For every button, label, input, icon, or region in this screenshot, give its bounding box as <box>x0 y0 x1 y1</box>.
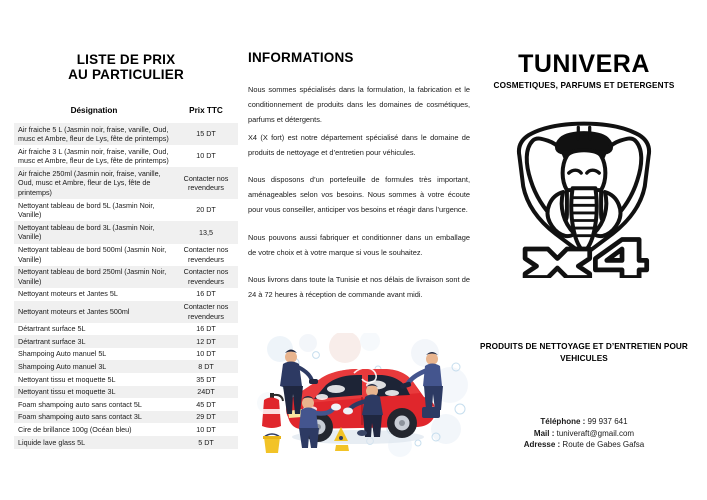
contact-block <box>470 416 698 451</box>
info-paragraph-1: Nous sommes spécialisés dans la formulation, la fabrication et le conditionnement de produits dans les domaines de cosmétiques, parfums et détergents. <box>248 85 470 125</box>
cell-price: 13,5 <box>174 221 238 243</box>
elephant-head-x4-logo <box>508 106 660 278</box>
column-header-price: Prix TTC <box>189 106 223 115</box>
info-paragraph-2: X4 (X fort) est notre département spécialisé dans le domaine de produits de nettoyage et d’entretien pour véhicules. <box>248 132 470 157</box>
cell-price: 10 DT <box>196 424 216 434</box>
cell-price: 29 DT <box>174 411 238 424</box>
cell-price: Contacter nos revendeurs <box>174 167 238 199</box>
table-row <box>14 411 238 424</box>
logo-container <box>470 106 698 278</box>
table-row <box>14 167 238 199</box>
table-row <box>14 199 238 221</box>
cell-designation: Foam shampoing auto sans contact 3L <box>14 411 174 424</box>
table-row <box>14 335 238 348</box>
table-row <box>14 348 238 361</box>
cell-designation: Détartrant surface 3L <box>14 335 174 348</box>
cell-designation: Nettoyant tableau de bord 3L (Jasmin Noir, Vanille) <box>14 221 174 243</box>
cell-price: 16 DT <box>196 289 216 299</box>
contact-mail-value[interactable]: tuniveraft@gmail.com <box>554 428 635 438</box>
contact-phone-label: Téléphone : <box>540 417 586 426</box>
table-row <box>14 244 238 266</box>
cell-price: 35 DT <box>196 374 216 384</box>
cell-designation: Nettoyant tableau de bord 250ml (Jasmin Noir, Vanille) <box>14 266 174 288</box>
car-wash-illustration <box>250 333 472 461</box>
price-list-title-line1: LISTE DE PRIX <box>76 52 176 67</box>
cell-designation: Foam shampoing auto sans contact 5L <box>18 399 142 409</box>
table-row <box>14 373 238 386</box>
contact-mail-label: Mail : <box>533 428 555 438</box>
table-row <box>14 386 238 399</box>
cell-price: 10 DT <box>196 151 216 161</box>
cell-designation: Shampoing Auto manuel 3L <box>14 360 174 373</box>
price-table-header-row <box>14 103 238 123</box>
info-paragraph-4: Nous pouvons aussi fabriquer et conditionner dans un emballage de votre choix et à votre marque si vous le souhaitez. <box>248 232 470 257</box>
contact-address <box>470 439 698 451</box>
cell-designation: Shampoing Auto manuel 5L <box>18 349 107 359</box>
table-row <box>14 436 238 449</box>
brand-tagline: PRODUITS DE NETTOYAGE ET D’ENTRETIEN POUR VEHICULES <box>480 342 688 363</box>
cell-price: 15 DT <box>174 123 238 145</box>
price-list-section <box>14 52 238 449</box>
table-row <box>14 323 238 336</box>
brand-subtitle: COSMETIQUES, PARFUMS ET DETERGENTS <box>493 81 675 90</box>
cell-designation: Nettoyant moteurs et Jantes 500ml <box>14 301 174 323</box>
table-row <box>14 288 238 301</box>
table-row <box>14 423 238 436</box>
cell-price: Contacter nos revendeurs <box>183 245 229 264</box>
table-row <box>14 123 238 145</box>
cell-designation: Nettoyant tissu et moquette 3L <box>14 386 174 399</box>
info-paragraph-5: Nous livrons dans toute la Tunisie et nos délais de livraison sont de 24 à 72 heures à réception de commande avant midi. <box>248 275 470 300</box>
cell-price: Contacter nos revendeurs <box>174 301 238 323</box>
brand-name: TUNIVERA <box>518 50 650 78</box>
cell-designation: Cire de brillance 100g (Océan bleu) <box>18 424 132 434</box>
cell-price: Contacter nos revendeurs <box>174 266 238 288</box>
cell-price: 8 DT <box>174 360 238 373</box>
cell-designation: Air fraiche 5 L (Jasmin noir, fraise, vanille, Oud, musc et Ambre, fleur de Lys, fête de printemps) <box>14 123 174 145</box>
contact-mail <box>470 428 698 440</box>
cell-price: 5 DT <box>174 436 238 449</box>
contact-phone-value: 99 937 641 <box>585 417 628 426</box>
cell-designation: Nettoyant tableau de bord 5L (Jasmin Noir, Vanille) <box>18 200 155 220</box>
brand-section <box>470 50 698 278</box>
price-table <box>14 103 238 449</box>
bucket <box>263 434 281 453</box>
cell-designation: Nettoyant tissu et moquette 5L <box>18 374 116 384</box>
informations-title: INFORMATIONS <box>248 50 354 65</box>
info-paragraph-3: Nous disposons d’un portefeuille de formules très important, aménageables selon vos besoins. Nous sommes à votre écoute pour vous conseiller, anticiper vos besoins et réagir dans l’urgence. <box>248 175 470 215</box>
contact-address-label: Adresse : <box>523 440 561 449</box>
cell-designation: Nettoyant moteurs et Jantes 5L <box>18 289 118 299</box>
table-row <box>14 360 238 373</box>
contact-phone <box>470 416 698 428</box>
table-row <box>14 266 238 288</box>
price-list-title-line2: AU PARTICULIER <box>68 67 184 82</box>
cell-price: 24DT <box>174 386 238 399</box>
cell-price: 45 DT <box>196 399 216 409</box>
column-header-designation: Désignation <box>70 106 118 115</box>
table-row <box>14 221 238 243</box>
table-row <box>14 145 238 167</box>
cell-price: 20 DT <box>196 205 216 215</box>
table-row <box>14 398 238 411</box>
table-row <box>14 301 238 323</box>
cell-price: 16 DT <box>196 324 216 334</box>
price-list-title <box>14 52 238 82</box>
cell-designation: Détartrant surface 5L <box>18 324 86 334</box>
informations-section <box>248 50 470 304</box>
cell-designation: Nettoyant tableau de bord 500ml (Jasmin Noir, Vanille) <box>18 245 167 264</box>
cell-designation: Air fraiche 3 L (Jasmin noir, fraise, vanille, Oud, musc et Ambre, fleur de Lys, fête de printemps) <box>18 146 169 166</box>
cell-price: 12 DT <box>174 335 238 348</box>
cell-designation: Air fraiche 250ml (Jasmin noir, fraise, vanille, Oud, musc et Ambre, fleur de Lys, fête de printemps) <box>14 167 174 199</box>
cell-designation: Liquide lave glass 5L <box>14 436 174 449</box>
cell-price: 10 DT <box>196 349 216 359</box>
contact-address-value: Route de Gabes Gafsa <box>560 440 645 449</box>
